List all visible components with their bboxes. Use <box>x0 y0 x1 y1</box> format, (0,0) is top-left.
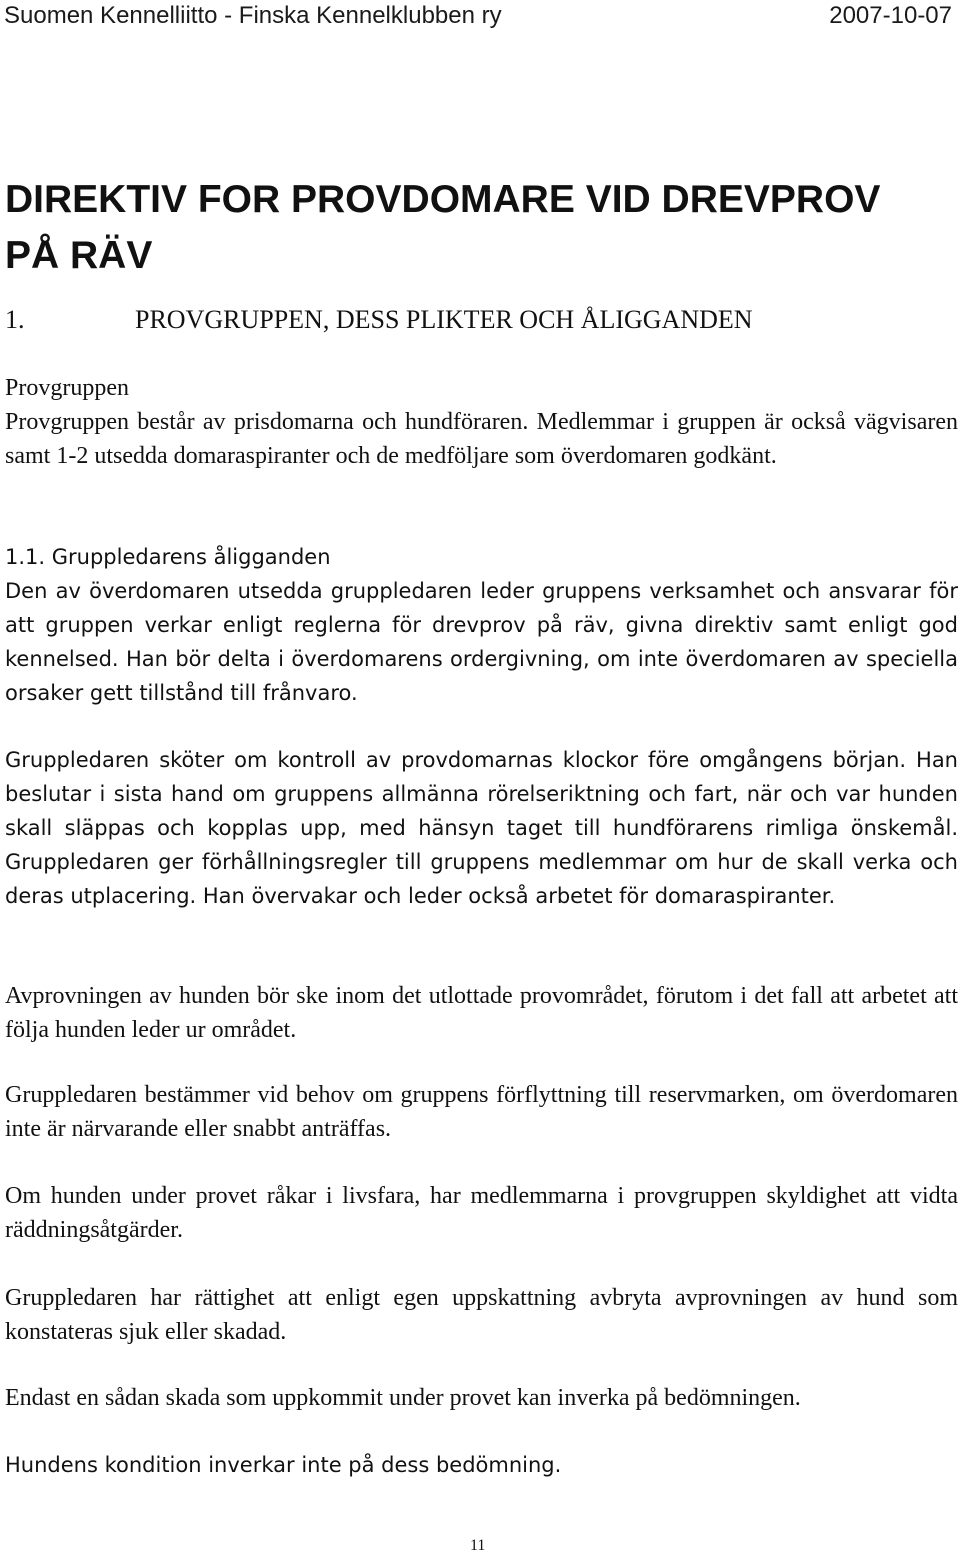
section-number: 1. <box>5 305 25 334</box>
provgruppen-block <box>5 371 958 473</box>
paragraph-2 <box>5 979 958 1047</box>
paragraph-6 <box>5 1381 958 1415</box>
document-title-line-2: PÅ RÄV <box>5 234 153 277</box>
provgruppen-heading: Provgruppen <box>5 375 129 401</box>
provgruppen-text: Provgruppen består av prisdomarna och hundföraren. Medlemmar i gruppen är också vägvisaren samt 1-2 utsedda domaraspiranter och de medföljare som överdomaren godkänt. <box>5 409 958 469</box>
section-title: PROVGRUPPEN, DESS PLIKTER OCH ÅLIGGANDEN <box>135 305 753 334</box>
header-organization: Suomen Kennelliitto - Finska Kennelklubben ry <box>4 2 502 29</box>
gruppledarens-block <box>5 540 958 710</box>
paragraph-5-text: Gruppledaren har rättighet att enligt egen uppskattning avbryta avprovningen av hund som konstateras sjuk eller skadad. <box>5 1285 958 1345</box>
paragraph-3-text: Gruppledaren bestämmer vid behov om gruppens förflyttning till reservmarken, om överdomaren inte är närvarande eller snabbt anträffas. <box>5 1082 958 1142</box>
gruppledarens-text: Den av överdomaren utsedda gruppledaren leder gruppens verksamhet och ansvarar för att gruppen verkar enligt reglerna för drevprov på räv, givna direktiv samt enligt god kennelsed. Han bör delta i överdomarens ordergivning, om inte överdomaren av speciella orsaker gett tillstånd till frånvaro. <box>5 579 958 705</box>
page-number: 11 <box>470 1537 486 1554</box>
header-date: 2007-10-07 <box>829 2 952 29</box>
paragraph-7 <box>5 1448 958 1482</box>
section-heading <box>5 305 753 335</box>
paragraph-4 <box>5 1179 958 1247</box>
gruppledarens-heading: 1.1. Gruppledarens åligganden <box>5 545 331 569</box>
paragraph-7-text: Hundens kondition inverkar inte på dess bedömning. <box>5 1453 562 1477</box>
document-title <box>5 172 955 284</box>
paragraph-4-text: Om hunden under provet råkar i livsfara, har medlemmarna i provgruppen skyldighet att vidta räddningsåtgärder. <box>5 1183 958 1243</box>
document-title-line-1: DIREKTIV FOR PROVDOMARE VID DREVPROV <box>5 178 881 221</box>
paragraph-1-text: Gruppledaren sköter om kontroll av provdomarnas klockor före omgångens början. Han beslutar i sista hand om gruppens allmänna rörelseriktning och fart, när och var hunden skall släppas och kopplas upp, med hänsyn taget till hundförarens rimliga önskemål. Gruppledaren ger förhållningsregler till gruppens medlemmar om hur de skall verka och deras utplacering. Han övervakar och leder också arbetet för domaraspiranter. <box>5 748 958 908</box>
paragraph-1 <box>5 743 958 913</box>
paragraph-3 <box>5 1078 958 1146</box>
paragraph-6-text: Endast en sådan skada som uppkommit under provet kan inverka på bedömningen. <box>5 1385 801 1411</box>
paragraph-2-text: Avprovningen av hunden bör ske inom det utlottade provområdet, förutom i det fall att arbetet att följa hunden leder ur området. <box>5 983 958 1043</box>
page-header <box>4 0 952 32</box>
paragraph-5 <box>5 1281 958 1349</box>
